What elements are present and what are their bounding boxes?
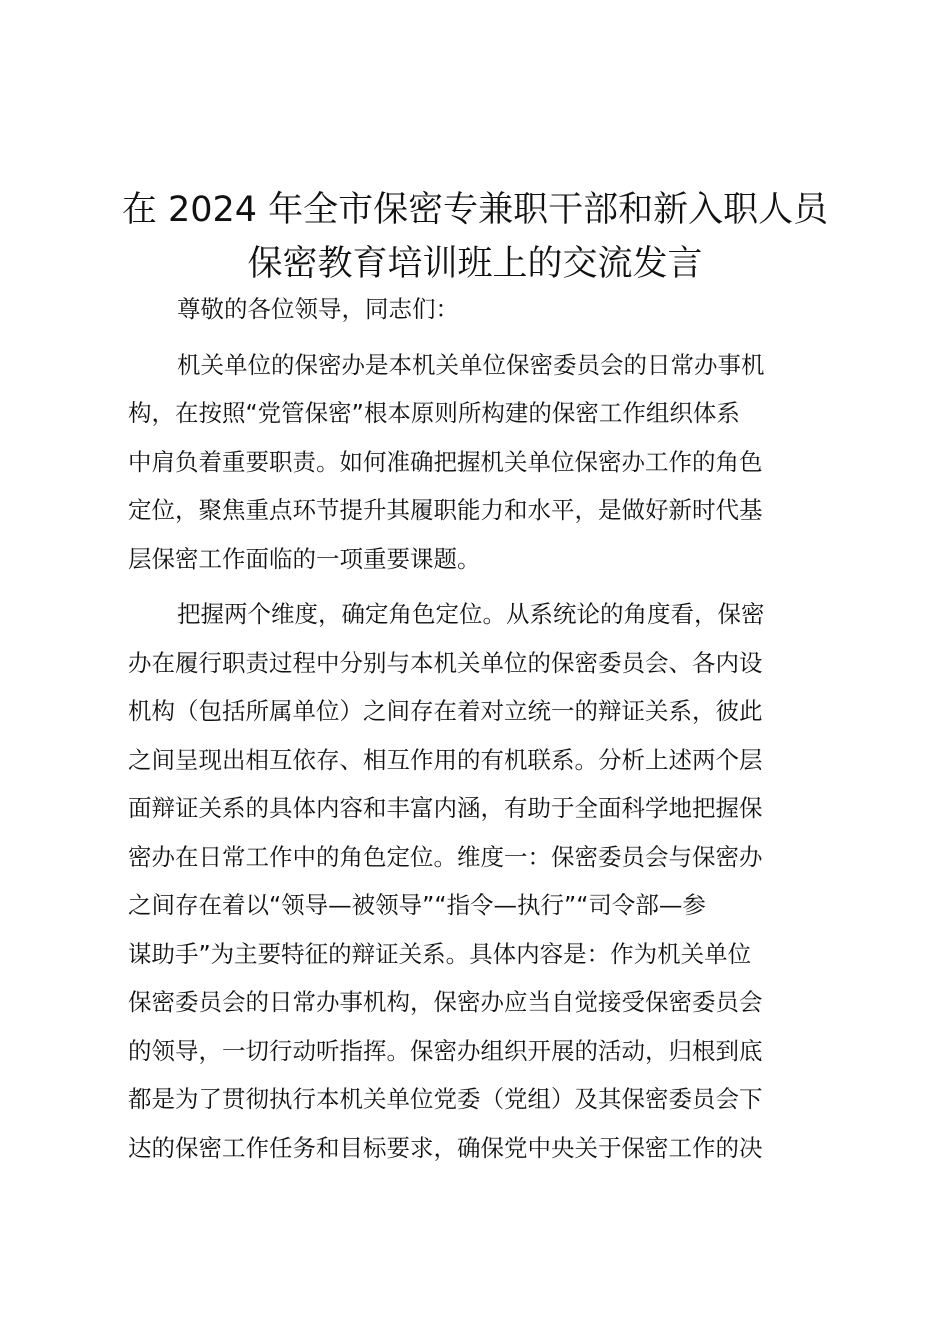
document-title xyxy=(110,183,840,291)
title-line-1: 在 2024 年全市保密专兼职干部和新入职人员 xyxy=(121,190,829,230)
paragraph-2-line: 之间存在着以“领导—被领导”“指令—执行”“司令部—参 xyxy=(128,891,706,919)
paragraph-2-line: 机构（包括所属单位）之间存在着对立统一的辩证关系，彼此 xyxy=(128,697,763,725)
paragraph-2-line: 面辩证关系的具体内容和丰富内涵，有助于全面科学地把握保 xyxy=(128,794,763,822)
paragraph-2-line: 谋助手”为主要特征的辩证关系。具体内容是：作为机关单位 xyxy=(128,939,752,968)
paragraph-2-line: 办在履行职责过程中分别与本机关单位的保密委员会、各内设 xyxy=(128,648,763,677)
paragraph-2-line: 保密委员会的日常办事机构，保密办应当自觉接受保密委员会 xyxy=(128,988,763,1016)
document-body xyxy=(128,285,828,1172)
paragraph-2-line: 的领导，一切行动听指挥。保密办组织开展的活动，归根到底 xyxy=(128,1036,763,1065)
paragraph-2-line: 密办在日常工作中的角色定位。维度一：保密委员会与保密办 xyxy=(128,842,763,871)
paragraph-2-line: 把握两个维度，确定角色定位。从系统论的角度看，保密 xyxy=(177,600,765,628)
paragraph-gap xyxy=(128,334,828,341)
paragraph-gap xyxy=(128,583,828,590)
paragraph-1-line: 层保密工作面临的一项重要课题。 xyxy=(128,544,481,573)
salutation: 尊敬的各位领导，同志们： xyxy=(177,295,459,323)
paragraph-2-line: 达的保密工作任务和目标要求，确保党中央关于保密工作的决 xyxy=(128,1133,763,1162)
paragraph-2-line: 之间呈现出相互依存、相互作用的有机联系。分析上述两个层 xyxy=(128,745,763,774)
title-line-2: 保密教育培训班上的交流发言 xyxy=(247,244,703,284)
paragraph-1-line: 中肩负着重要职责。如何准确把握机关单位保密办工作的角色 xyxy=(128,447,763,476)
paragraph-1-line: 定位，聚焦重点环节提升其履职能力和水平，是做好新时代基 xyxy=(128,496,763,524)
paragraph-1-line: 机关单位的保密办是本机关单位保密委员会的日常办事机 xyxy=(177,350,765,379)
paragraph-2-line: 都是为了贯彻执行本机关单位党委（党组）及其保密委员会下 xyxy=(128,1085,763,1113)
paragraph-1-line: 构，在按照“党管保密”根本原则所构建的保密工作组织体系 xyxy=(128,399,740,427)
